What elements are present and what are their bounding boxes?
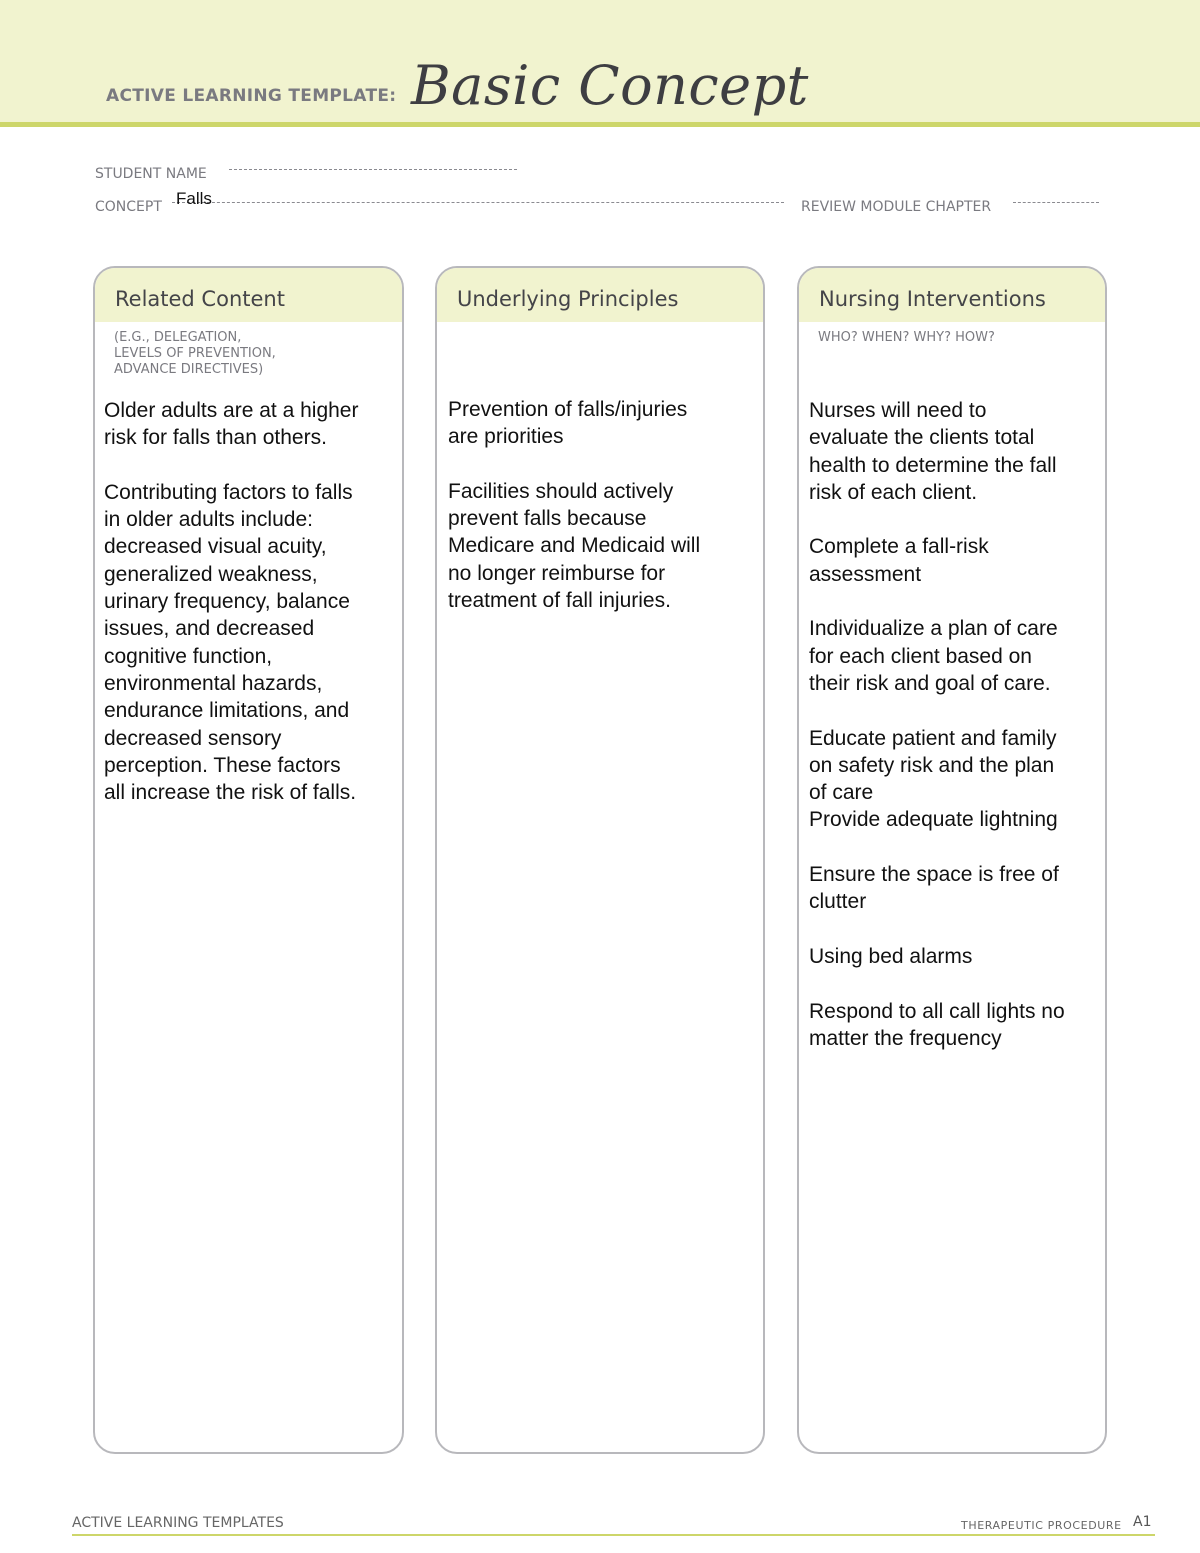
concept-value: Falls (176, 189, 212, 208)
concept-label: CONCEPT (95, 199, 162, 215)
nursing-interventions-body[interactable]: Nurses will need to evaluate the clients total health to determine the fall risk of each client. Complete a fall-risk assessment Individualize a plan of care for each client based on their risk and goal of care. Educate patient and family on safety risk and the plan of care Provide adequate lightning Ensure the space is free of clutter Using bed alarms Respond to all call lights no matter the frequency (809, 399, 1065, 1050)
underlying-principles-title: Underlying Principles (437, 268, 763, 322)
footer-code: A1 (1133, 1514, 1152, 1530)
template-label: ACTIVE LEARNING TEMPLATE: (106, 86, 397, 106)
student-name-field[interactable] (229, 169, 517, 170)
related-content-subtitle: (E.G., DELEGATION, LEVELS OF PREVENTION, ADVANCE DIRECTIVES) (114, 330, 276, 377)
nursing-interventions-card (797, 266, 1107, 1454)
nursing-interventions-title: Nursing Interventions (799, 268, 1105, 322)
related-content-title: Related Content (95, 268, 402, 322)
template-title: Basic Concept (411, 54, 809, 117)
footer-left-label: ACTIVE LEARNING TEMPLATES (72, 1515, 284, 1531)
related-content-body[interactable]: Older adults are at a higher risk for falls than others. Contributing factors to falls in older adults include: decreased visual acuity, generalized weakness, urinary frequency, balance issues, and decreased cognitive function, environmental hazards, endurance limitations, and decreased sensory perception. These factors all increase the risk of falls. (104, 399, 359, 805)
review-module-field[interactable] (1013, 202, 1099, 203)
footer-right-label: THERAPEUTIC PROCEDURE (961, 1519, 1122, 1532)
student-name-label: STUDENT NAME (95, 166, 207, 182)
concept-field[interactable] (172, 202, 784, 203)
nursing-interventions-subtitle: WHO? WHEN? WHY? HOW? (818, 330, 995, 345)
review-module-label: REVIEW MODULE CHAPTER (801, 199, 992, 215)
footer-rule (72, 1534, 1155, 1536)
underlying-principles-card (435, 266, 765, 1454)
header-rule (0, 122, 1200, 127)
related-content-card (93, 266, 404, 1454)
underlying-principles-body[interactable]: Prevention of falls/injuries are priorities Facilities should actively prevent falls because Medicare and Medicaid will no longer reimburse for treatment of fall injuries. (448, 398, 701, 613)
